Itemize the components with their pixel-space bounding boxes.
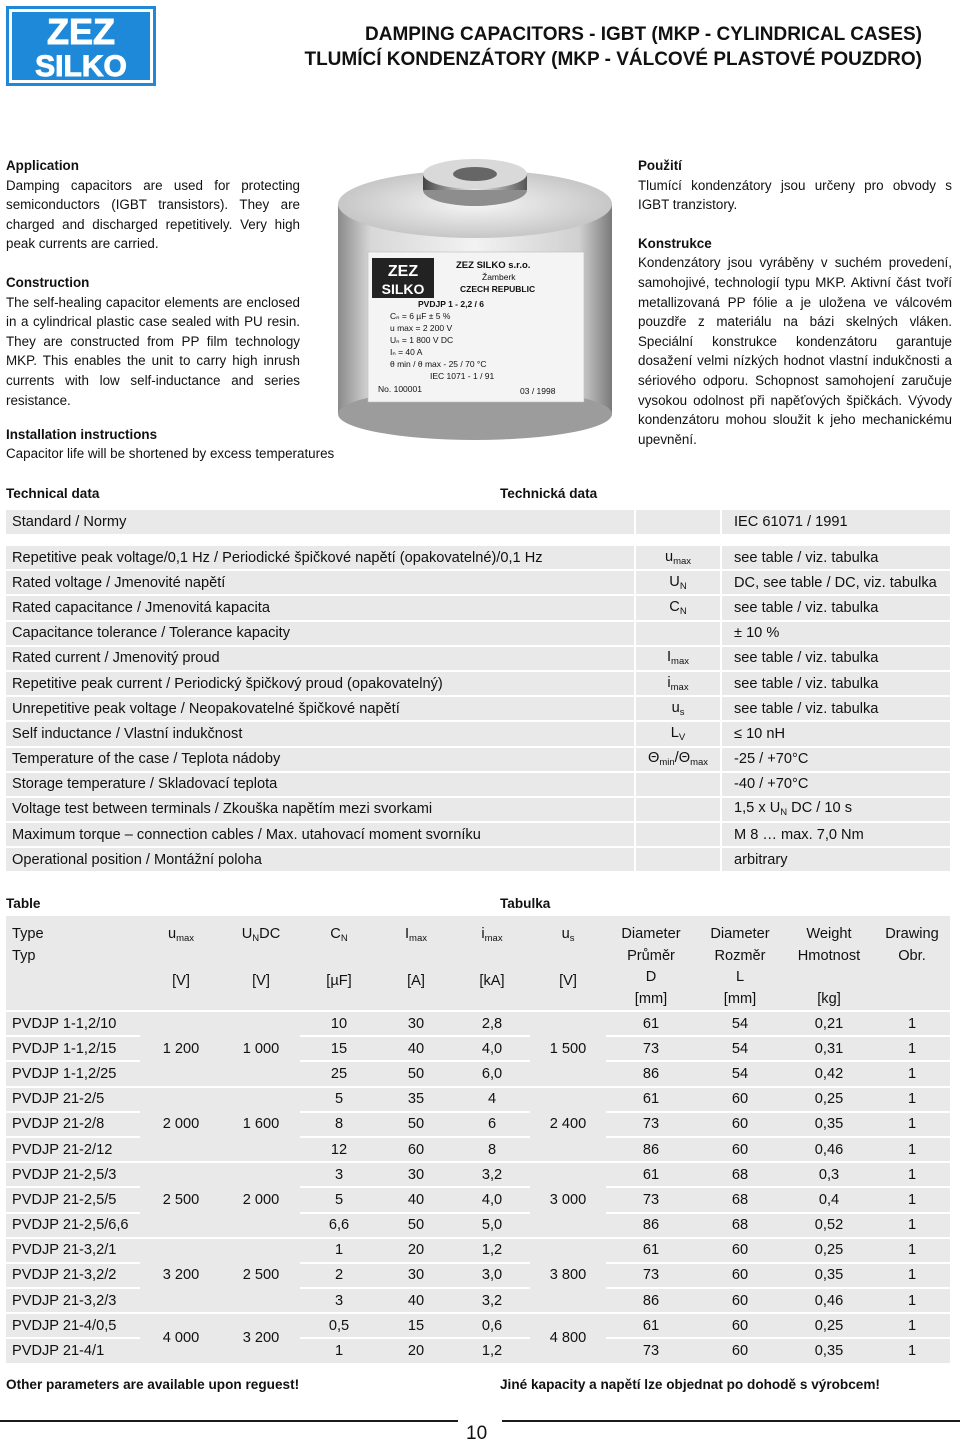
cell-ipk: 6,0 <box>454 1062 530 1085</box>
application-heading: Application <box>6 158 79 173</box>
param-value: DC, see table / DC, viz. tabulka <box>722 571 950 594</box>
cell-umax: 1 200 <box>140 1012 222 1086</box>
cell-length: 60 <box>696 1138 784 1161</box>
cell-type: PVDJP 21-4/0,5 <box>6 1314 140 1337</box>
table-row <box>6 1239 950 1262</box>
cell-type: PVDJP 21-2,5/6,6 <box>6 1214 140 1237</box>
cell-imax: 40 <box>378 1188 454 1211</box>
table-row <box>6 546 950 569</box>
param-symbol <box>634 848 722 871</box>
table-row <box>6 773 950 796</box>
cell-type: PVDJP 21-3,2/3 <box>6 1289 140 1312</box>
param-value: see table / viz. tabulka <box>722 596 950 619</box>
document-title <box>304 22 922 72</box>
param-value: 1,5 x $U_N$ DC / 10 s <box>722 798 950 821</box>
cell-ipk: 3,0 <box>454 1264 530 1287</box>
cell-cn: 1 <box>300 1239 378 1262</box>
cell-cn: 8 <box>300 1113 378 1136</box>
cell-type: PVDJP 21-2/5 <box>6 1088 140 1111</box>
param-value: see table / viz. tabulka <box>722 546 950 569</box>
param-symbol <box>634 773 722 796</box>
cell-imax: 40 <box>378 1037 454 1060</box>
cell-drawing: 1 <box>874 1037 950 1060</box>
cell-drawing: 1 <box>874 1113 950 1136</box>
cell-drawing: 1 <box>874 1214 950 1237</box>
cell-us: 1 500 <box>530 1012 606 1086</box>
cell-weight: 0,25 <box>784 1088 874 1111</box>
param-label: Temperature of the case / Teplota nádoby <box>6 748 634 771</box>
cell-us: 3 000 <box>530 1163 606 1237</box>
cell-un: 3 200 <box>222 1314 300 1362</box>
cell-imax: 60 <box>378 1138 454 1161</box>
technical-data-table <box>6 508 950 873</box>
cell-cn: 3 <box>300 1289 378 1312</box>
cell-diameter: 61 <box>606 1314 696 1337</box>
param-label: Voltage test between terminals / Zkouška napětím mezi svorkami <box>6 798 634 821</box>
cell-diameter: 73 <box>606 1037 696 1060</box>
table-row <box>6 823 950 846</box>
param-symbol: $I_{max}$ <box>634 647 722 670</box>
cell-us: 4 800 <box>530 1314 606 1362</box>
cell-length: 68 <box>696 1188 784 1211</box>
param-value: ≤ 10 nH <box>722 722 950 745</box>
cell-drawing: 1 <box>874 1239 950 1262</box>
col-cn: $C_N$ [µF] <box>300 916 378 1010</box>
cell-diameter: 86 <box>606 1289 696 1312</box>
param-symbol <box>634 798 722 821</box>
technicka-data-heading: Technická data <box>500 486 598 501</box>
cell-imax: 35 <box>378 1088 454 1111</box>
param-label: Rated current / Jmenovitý proud <box>6 647 634 670</box>
cell-un: 2 000 <box>222 1163 300 1237</box>
cell-weight: 0,46 <box>784 1289 874 1312</box>
cell-diameter: 73 <box>606 1188 696 1211</box>
table-row <box>6 722 950 745</box>
param-symbol <box>634 823 722 846</box>
table-row <box>6 571 950 594</box>
cell-length: 60 <box>696 1088 784 1111</box>
param-value: see table / viz. tabulka <box>722 672 950 695</box>
cell-ipk: 8 <box>454 1138 530 1161</box>
cell-length: 54 <box>696 1037 784 1060</box>
cell-type: PVDJP 1-1,2/15 <box>6 1037 140 1060</box>
cell-ipk: 0,6 <box>454 1314 530 1337</box>
cell-imax: 50 <box>378 1214 454 1237</box>
label-line-5: θ min / θ max - 25 / 70 °C <box>390 359 487 369</box>
title-en: DAMPING CAPACITORS - IGBT (MKP - CYLINDRICAL CASES) <box>365 24 922 45</box>
param-symbol: $C_N$ <box>634 596 722 619</box>
cell-type: PVDJP 21-2/8 <box>6 1113 140 1136</box>
pouziti-heading: Použití <box>638 158 682 173</box>
cell-length: 60 <box>696 1264 784 1287</box>
konstrukce-heading: Konstrukce <box>638 235 712 251</box>
cell-diameter: 86 <box>606 1214 696 1237</box>
cell-length: 60 <box>696 1314 784 1337</box>
cell-imax: 30 <box>378 1264 454 1287</box>
cell-ipk: 6 <box>454 1113 530 1136</box>
cell-drawing: 1 <box>874 1339 950 1362</box>
param-symbol: $U_N$ <box>634 571 722 594</box>
cell-cn: 12 <box>300 1138 378 1161</box>
param-label: Operational position / Montážní poloha <box>6 848 634 871</box>
cell-weight: 0,3 <box>784 1163 874 1186</box>
cell-cn: 5 <box>300 1088 378 1111</box>
intro-english <box>6 156 300 429</box>
cell-diameter: 73 <box>606 1339 696 1362</box>
table-row <box>6 1088 950 1111</box>
cell-imax: 50 <box>378 1113 454 1136</box>
cell-umax: 2 000 <box>140 1088 222 1162</box>
svg-text:SILKO: SILKO <box>381 281 425 297</box>
cell-drawing: 1 <box>874 1138 950 1161</box>
svg-text:ZEZ: ZEZ <box>387 263 419 280</box>
page-number: 10 <box>466 1423 488 1443</box>
col-diameter: Diameter Průměr D [mm] <box>606 916 696 1010</box>
param-symbol: $L_V$ <box>634 722 722 745</box>
col-umax: $u_{max}$ [V] <box>140 916 222 1010</box>
cell-type: PVDJP 21-4/1 <box>6 1339 140 1362</box>
cell-ipk: 1,2 <box>454 1339 530 1362</box>
cell-ipk: 4,0 <box>454 1188 530 1211</box>
standard-value: IEC 61071 / 1991 <box>722 510 950 534</box>
note-english: Other parameters are available upon reguest! <box>6 1377 300 1392</box>
konstrukce-text: Kondenzátory jsou vyráběny v suchém provedení, samohojivé, technologií typu MKP. Aktivní část tvoří metallizovaná PP fólie a je uložena ve válcovém pouzdře z materiálu na bázi skelných vláken. Speciální konstrukce kondenzátoru garantuje dosažení velmi nízkých hodnot vlastní indukčnosti a sériového odporu. Schopnost samohojení zaručuje vysokou odolnost při napěťových špičkách. Vývody kondenzátoru mohou sloužit k jeho mechanickému upevnění. <box>638 255 952 447</box>
cell-imax: 50 <box>378 1062 454 1085</box>
table-row <box>6 1012 950 1035</box>
cell-diameter: 86 <box>606 1138 696 1161</box>
col-type: Type Typ <box>6 916 140 1010</box>
label-serial: No. 100001 <box>378 384 422 394</box>
cell-weight: 0,35 <box>784 1264 874 1287</box>
cell-cn: 25 <box>300 1062 378 1085</box>
table-row <box>6 1314 950 1337</box>
param-label: Repetitive peak current / Periodický špičkový proud (opakovatelný) <box>6 672 634 695</box>
table-row <box>6 1163 950 1186</box>
cell-us: 2 400 <box>530 1088 606 1162</box>
cell-imax: 20 <box>378 1239 454 1262</box>
label-company: ZEZ SILKO s.r.o. <box>456 260 531 271</box>
cell-weight: 0,21 <box>784 1012 874 1035</box>
col-un: $U_NDC$ [V] <box>222 916 300 1010</box>
cell-length: 60 <box>696 1239 784 1262</box>
cell-ipk: 1,2 <box>454 1239 530 1262</box>
label-country: CZECH REPUBLIC <box>460 284 536 294</box>
param-symbol: $u_{max}$ <box>634 546 722 569</box>
zez-silko-logo <box>6 6 156 86</box>
cell-ipk: 4,0 <box>454 1037 530 1060</box>
param-value: see table / viz. tabulka <box>722 647 950 670</box>
table-header-row <box>6 916 950 1010</box>
cell-cn: 15 <box>300 1037 378 1060</box>
cell-weight: 0,46 <box>784 1138 874 1161</box>
intro-czech <box>638 156 952 468</box>
param-label: Unrepetitive peak voltage / Neopakovatelné špičkové napětí <box>6 697 634 720</box>
cell-imax: 15 <box>378 1314 454 1337</box>
table-row <box>6 748 950 771</box>
param-value: M 8 … max. 7,0 Nm <box>722 823 950 846</box>
cell-weight: 0,35 <box>784 1113 874 1136</box>
cell-drawing: 1 <box>874 1062 950 1085</box>
table-row <box>6 510 950 534</box>
cell-drawing: 1 <box>874 1188 950 1211</box>
cell-un: 1 600 <box>222 1088 300 1162</box>
note-czech: Jiné kapacity a napětí lze objednat po dohodě s výrobcem! <box>500 1377 880 1392</box>
label-line-1: Cₙ = 6 µF ± 5 % <box>390 311 451 321</box>
cell-diameter: 73 <box>606 1264 696 1287</box>
param-label: Storage temperature / Skladovací teplota <box>6 773 634 796</box>
cell-length: 60 <box>696 1289 784 1312</box>
col-drawing: Drawing Obr. <box>874 916 950 1010</box>
cell-ipk: 4 <box>454 1088 530 1111</box>
table-row <box>6 697 950 720</box>
param-value: ± 10 % <box>722 622 950 645</box>
cell-type: PVDJP 21-2,5/5 <box>6 1188 140 1211</box>
param-label: Repetitive peak voltage/0,1 Hz / Periodické špičkové napětí (opakovatelné)/0,1 Hz <box>6 546 634 569</box>
param-symbol: $i_{max}$ <box>634 672 722 695</box>
table-row <box>6 672 950 695</box>
table-row <box>6 798 950 821</box>
table-heading: Table <box>6 896 41 911</box>
cell-weight: 0,25 <box>784 1314 874 1337</box>
param-value: -40 / +70°C <box>722 773 950 796</box>
label-line-3: Uₙ = 1 800 V DC <box>390 335 454 345</box>
cell-ipk: 3,2 <box>454 1163 530 1186</box>
cell-type: PVDJP 21-2/12 <box>6 1138 140 1161</box>
cell-length: 60 <box>696 1339 784 1362</box>
cell-cn: 6,6 <box>300 1214 378 1237</box>
cell-weight: 0,4 <box>784 1188 874 1211</box>
cell-type: PVDJP 1-1,2/10 <box>6 1012 140 1035</box>
cell-us: 3 800 <box>530 1239 606 1313</box>
cell-imax: 30 <box>378 1163 454 1186</box>
cell-un: 2 500 <box>222 1239 300 1313</box>
construction-heading: Construction <box>6 274 90 290</box>
cell-un: 1 000 <box>222 1012 300 1086</box>
cell-cn: 5 <box>300 1188 378 1211</box>
cell-length: 54 <box>696 1012 784 1035</box>
cell-umax: 4 000 <box>140 1314 222 1362</box>
table-row <box>6 647 950 670</box>
col-us: $u_s$ [V] <box>530 916 606 1010</box>
param-label: Self inductance / Vlastní indukčnost <box>6 722 634 745</box>
product-table <box>6 914 950 1365</box>
cell-type: PVDJP 21-2,5/3 <box>6 1163 140 1186</box>
param-value: -25 / +70°C <box>722 748 950 771</box>
cell-drawing: 1 <box>874 1289 950 1312</box>
title-cz: TLUMÍCÍ KONDENZÁTORY (MKP - VÁLCOVÉ PLASTOVÉ POUZDRO) <box>304 49 922 70</box>
label-city: Žamberk <box>482 272 516 282</box>
param-symbol: $\Theta_{min}/\Theta_{max}$ <box>634 748 722 771</box>
construction-text: The self-healing capacitor elements are enclosed in a cylindrical plastic case sealed with PU resin. They are constructed from PP film technology MKP. This enables the unit to carry high inrush currents with low self-inductance and series resistance. <box>6 294 300 408</box>
tabulka-heading: Tabulka <box>500 896 551 911</box>
table-row <box>6 596 950 619</box>
col-length: Diameter Rozměr L [mm] <box>696 916 784 1010</box>
cell-drawing: 1 <box>874 1264 950 1287</box>
cell-ipk: 3,2 <box>454 1289 530 1312</box>
cell-diameter: 61 <box>606 1163 696 1186</box>
label-line-2: u max = 2 200 V <box>390 323 453 333</box>
cell-length: 68 <box>696 1163 784 1186</box>
cell-umax: 3 200 <box>140 1239 222 1313</box>
label-model: PVDJP 1 - 2,2 / 6 <box>418 299 484 309</box>
table-row <box>6 622 950 645</box>
cell-diameter: 86 <box>606 1062 696 1085</box>
logo-text-silko: SILKO <box>35 50 127 83</box>
cell-length: 54 <box>696 1062 784 1085</box>
standard-label: Standard / Normy <box>6 510 634 534</box>
cell-length: 68 <box>696 1214 784 1237</box>
param-symbol: $u_s$ <box>634 697 722 720</box>
cell-type: PVDJP 1-1,2/25 <box>6 1062 140 1085</box>
label-date: 03 / 1998 <box>520 386 556 396</box>
cell-type: PVDJP 21-3,2/2 <box>6 1264 140 1287</box>
cell-imax: 30 <box>378 1012 454 1035</box>
cell-diameter: 73 <box>606 1113 696 1136</box>
col-imax: $I_{max}$ [A] <box>378 916 454 1010</box>
param-label: Rated capacitance / Jmenovitá kapacita <box>6 596 634 619</box>
cell-weight: 0,35 <box>784 1339 874 1362</box>
cell-ipk: 2,8 <box>454 1012 530 1035</box>
label-line-6: IEC 1071 - 1 / 91 <box>430 371 495 381</box>
application-text: Damping capacitors are used for protecting semiconductors (IGBT transistors). They are charged and discharged repetitively. Very high peak currents are carried. <box>6 177 300 252</box>
param-symbol <box>634 622 722 645</box>
col-weight: Weight Hmotnost [kg] <box>784 916 874 1010</box>
installation-text: Capacitor life will be shortened by excess temperatures <box>6 446 335 461</box>
cell-drawing: 1 <box>874 1163 950 1186</box>
capacitor-photo <box>330 144 620 444</box>
param-value: see table / viz. tabulka <box>722 697 950 720</box>
cell-ipk: 5,0 <box>454 1214 530 1237</box>
label-line-4: Iₙ = 40 A <box>390 347 423 357</box>
cell-type: PVDJP 21-3,2/1 <box>6 1239 140 1262</box>
cell-cn: 3 <box>300 1163 378 1186</box>
param-value: arbitrary <box>722 848 950 871</box>
cell-drawing: 1 <box>874 1314 950 1337</box>
cell-cn: 2 <box>300 1264 378 1287</box>
technical-data-heading: Technical data <box>6 486 100 501</box>
cell-weight: 0,31 <box>784 1037 874 1060</box>
param-label: Maximum torque – connection cables / Max. utahovací moment svorníku <box>6 823 634 846</box>
cell-drawing: 1 <box>874 1012 950 1035</box>
cell-cn: 1 <box>300 1339 378 1362</box>
cell-cn: 10 <box>300 1012 378 1035</box>
cell-imax: 40 <box>378 1289 454 1312</box>
cell-cn: 0,5 <box>300 1314 378 1337</box>
cell-weight: 0,25 <box>784 1239 874 1262</box>
logo-text-zez: ZEZ <box>47 11 115 52</box>
param-label: Rated voltage / Jmenovité napětí <box>6 571 634 594</box>
cell-diameter: 61 <box>606 1239 696 1262</box>
cell-length: 60 <box>696 1113 784 1136</box>
table-row <box>6 848 950 871</box>
cell-drawing: 1 <box>874 1088 950 1111</box>
cell-diameter: 61 <box>606 1088 696 1111</box>
col-ipk: $i_{max}$ [kA] <box>454 916 530 1010</box>
cell-weight: 0,42 <box>784 1062 874 1085</box>
pouziti-text: Tlumící kondenzátory jsou určeny pro obvody s IGBT tranzistory. <box>638 177 952 213</box>
cell-diameter: 61 <box>606 1012 696 1035</box>
installation-heading: Installation instructions <box>6 427 158 442</box>
cell-imax: 20 <box>378 1339 454 1362</box>
cell-umax: 2 500 <box>140 1163 222 1237</box>
param-label: Capacitance tolerance / Tolerance kapacity <box>6 622 634 645</box>
cell-weight: 0,52 <box>784 1214 874 1237</box>
